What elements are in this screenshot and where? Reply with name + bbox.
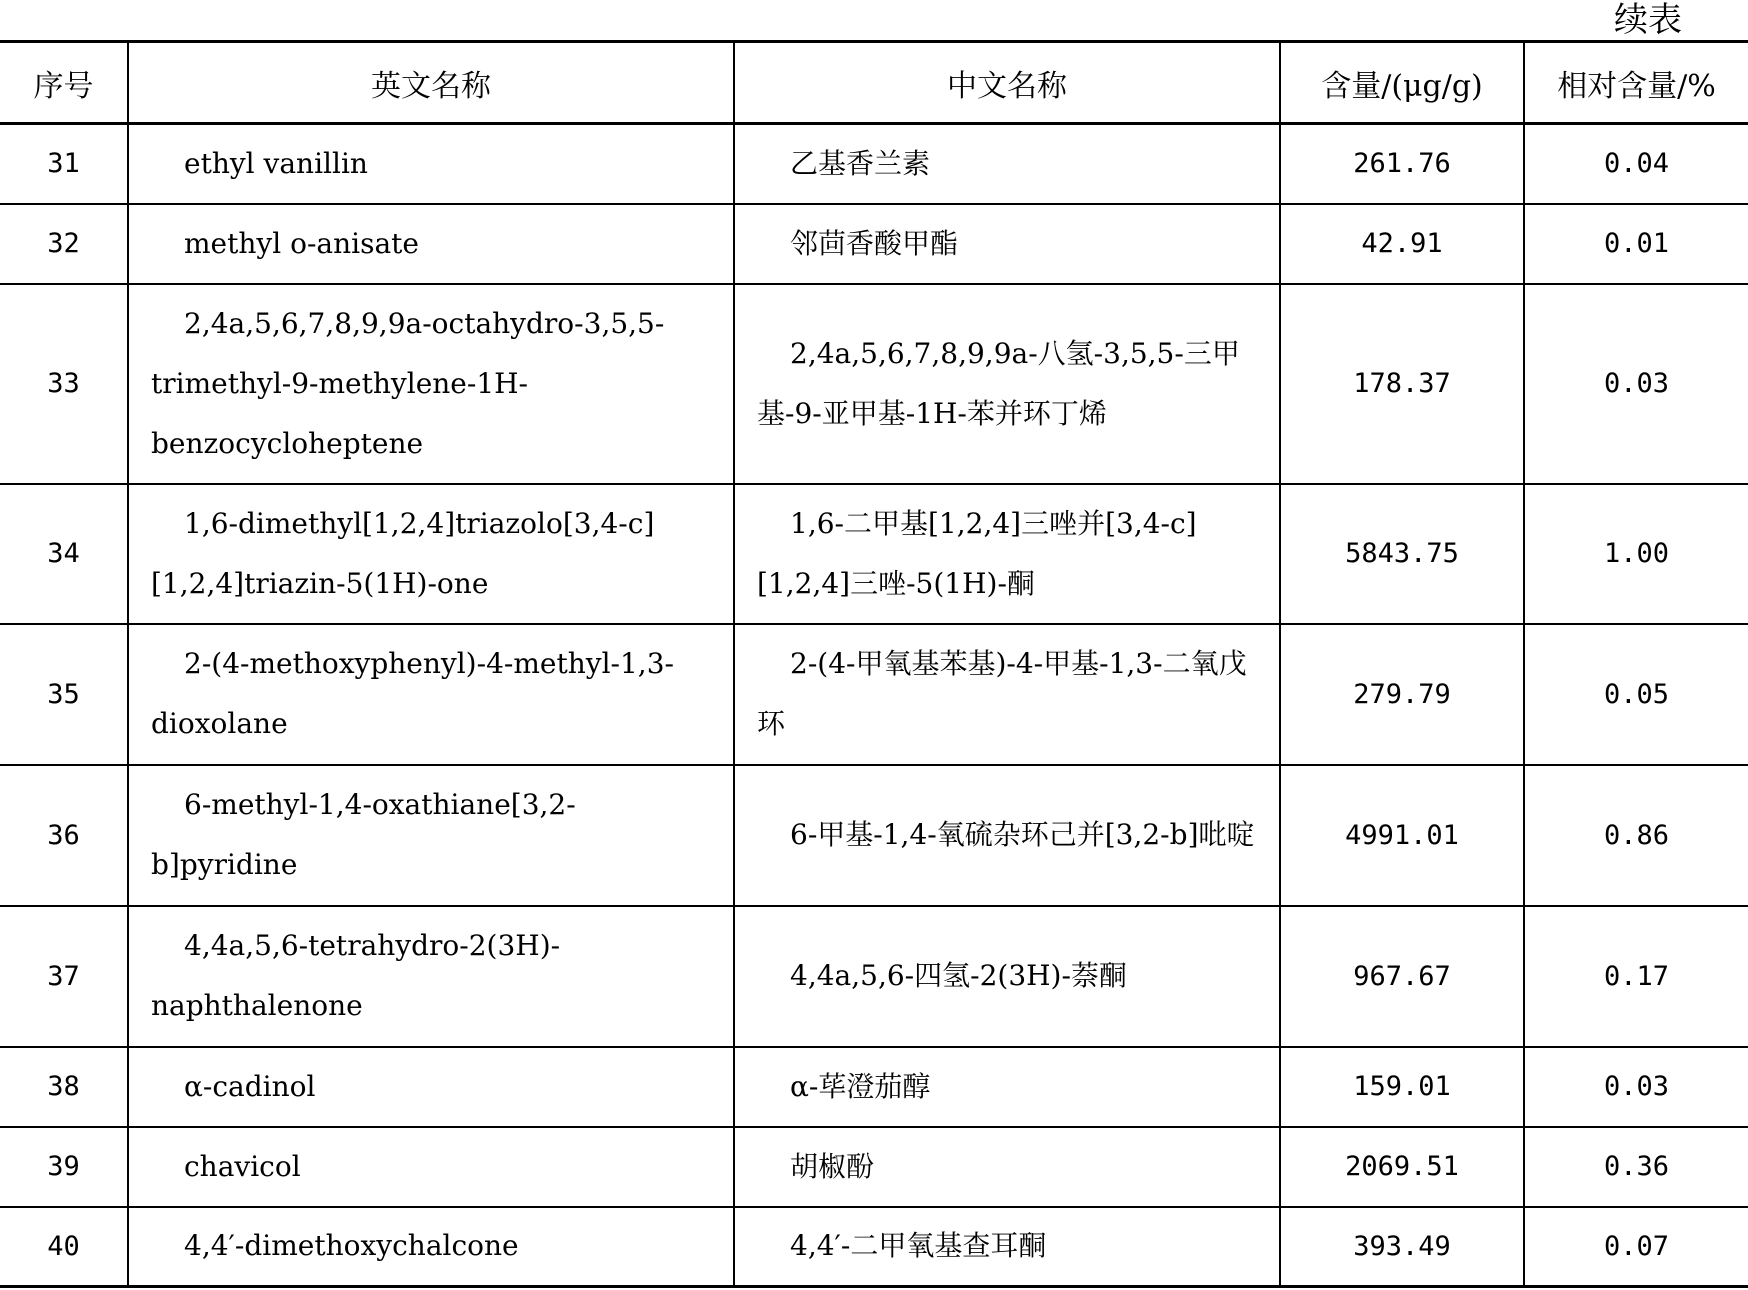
cell-no: 35 <box>0 624 128 765</box>
cell-no: 37 <box>0 906 128 1047</box>
cell-chinese-name: 2,4a,5,6,7,8,9,9a-八氢-3,5,5-三甲基-9-亚甲基-1H-苯并环丁烯 <box>734 284 1280 484</box>
table-row <box>0 906 1748 1047</box>
cell-content: 159.01 <box>1280 1047 1524 1127</box>
table-row <box>0 484 1748 624</box>
cell-relative-content: 0.03 <box>1524 1047 1748 1127</box>
cell-chinese-name: 4,4′-二甲氧基查耳酮 <box>734 1207 1280 1287</box>
cell-no: 39 <box>0 1127 128 1207</box>
col-header-content: 含量/(μg/g) <box>1280 42 1524 124</box>
cell-english-name: 6-methyl-1,4-oxathiane[3,2-b]pyridine <box>128 765 734 906</box>
cell-chinese-name: 1,6-二甲基[1,2,4]三唑并[3,4-c][1,2,4]三唑-5(1H)-酮 <box>734 484 1280 624</box>
cell-english-name: 1,6-dimethyl[1,2,4]triazolo[3,4-c][1,2,4]triazin-5(1H)-one <box>128 484 734 624</box>
cell-content: 393.49 <box>1280 1207 1524 1287</box>
cell-chinese-name: 乙基香兰素 <box>734 124 1280 204</box>
col-header-relative-content: 相对含量/% <box>1524 42 1748 124</box>
cell-content: 4991.01 <box>1280 765 1524 906</box>
cell-chinese-name: 邻茴香酸甲酯 <box>734 204 1280 284</box>
table-row <box>0 124 1748 204</box>
cell-relative-content: 0.05 <box>1524 624 1748 765</box>
table-row <box>0 284 1748 484</box>
col-header-no: 序号 <box>0 42 128 124</box>
cell-content: 279.79 <box>1280 624 1524 765</box>
cell-no: 32 <box>0 204 128 284</box>
cell-chinese-name: 4,4a,5,6-四氢-2(3H)-萘酮 <box>734 906 1280 1047</box>
cell-content: 261.76 <box>1280 124 1524 204</box>
table-row <box>0 204 1748 284</box>
cell-english-name: 2-(4-methoxyphenyl)-4-methyl-1,3-dioxolane <box>128 624 734 765</box>
header-row <box>0 42 1748 124</box>
cell-english-name: chavicol <box>128 1127 734 1207</box>
cell-chinese-name: α-荜澄茄醇 <box>734 1047 1280 1127</box>
cell-chinese-name: 2-(4-甲氧基苯基)-4-甲基-1,3-二氧戊环 <box>734 624 1280 765</box>
table-caption: 续表 <box>1614 0 1682 40</box>
cell-english-name: 2,4a,5,6,7,8,9,9a-octahydro-3,5,5-trimethyl-9-methylene-1H-benzocycloheptene <box>128 284 734 484</box>
cell-no: 40 <box>0 1207 128 1287</box>
cell-english-name: 4,4a,5,6-tetrahydro-2(3H)-naphthalenone <box>128 906 734 1047</box>
cell-english-name: 4,4′-dimethoxychalcone <box>128 1207 734 1287</box>
cell-no: 33 <box>0 284 128 484</box>
cell-relative-content: 0.86 <box>1524 765 1748 906</box>
cell-relative-content: 0.07 <box>1524 1207 1748 1287</box>
cell-no: 36 <box>0 765 128 906</box>
cell-relative-content: 0.03 <box>1524 284 1748 484</box>
cell-english-name: methyl o-anisate <box>128 204 734 284</box>
cell-chinese-name: 6-甲基-1,4-氧硫杂环己并[3,2-b]吡啶 <box>734 765 1280 906</box>
cell-content: 178.37 <box>1280 284 1524 484</box>
cell-content: 42.91 <box>1280 204 1524 284</box>
table-row <box>0 624 1748 765</box>
table-row <box>0 1207 1748 1287</box>
cell-no: 34 <box>0 484 128 624</box>
table-row <box>0 1047 1748 1127</box>
cell-relative-content: 0.17 <box>1524 906 1748 1047</box>
cell-relative-content: 0.04 <box>1524 124 1748 204</box>
cell-content: 2069.51 <box>1280 1127 1524 1207</box>
cell-no: 31 <box>0 124 128 204</box>
cell-chinese-name: 胡椒酚 <box>734 1127 1280 1207</box>
cell-relative-content: 0.36 <box>1524 1127 1748 1207</box>
compound-table <box>0 40 1748 1288</box>
cell-english-name: α-cadinol <box>128 1047 734 1127</box>
cell-relative-content: 1.00 <box>1524 484 1748 624</box>
cell-relative-content: 0.01 <box>1524 204 1748 284</box>
cell-no: 38 <box>0 1047 128 1127</box>
col-header-chinese-name: 中文名称 <box>734 42 1280 124</box>
table-row <box>0 765 1748 906</box>
table-row <box>0 1127 1748 1207</box>
col-header-english-name: 英文名称 <box>128 42 734 124</box>
cell-content: 5843.75 <box>1280 484 1524 624</box>
cell-english-name: ethyl vanillin <box>128 124 734 204</box>
cell-content: 967.67 <box>1280 906 1524 1047</box>
